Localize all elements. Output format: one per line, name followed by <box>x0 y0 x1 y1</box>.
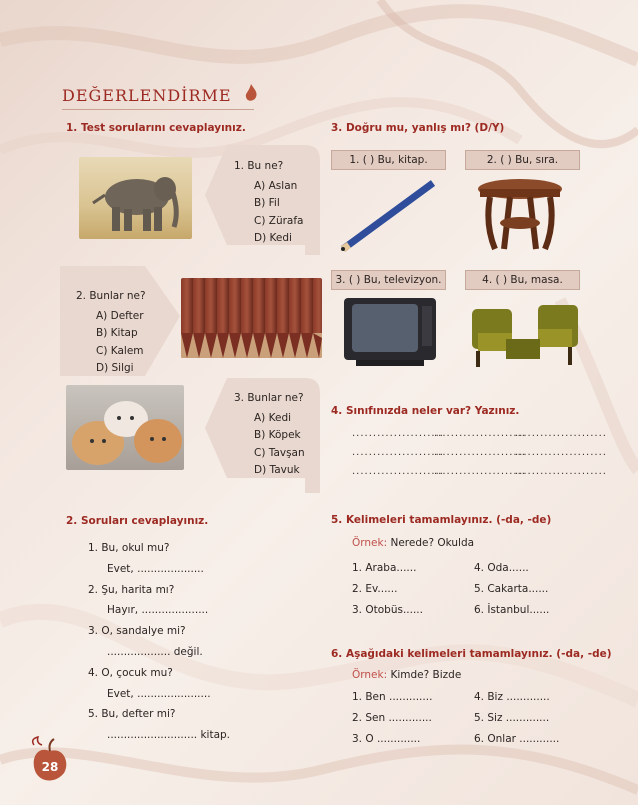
s4-dots-5: ...................... <box>434 447 526 458</box>
section1-title: 1. Test sorularını cevaplayınız. <box>66 122 246 134</box>
s5-item-1: 1. Araba...... <box>352 562 417 574</box>
s4-dots-8: ...................... <box>434 466 526 477</box>
s6-item-3: 3. O ............. <box>352 733 421 745</box>
s3-item-4: 4. ( ) Bu, masa. <box>465 270 580 290</box>
s4-dots-6: ...................... <box>515 447 607 458</box>
s6-left-list <box>352 687 432 750</box>
s3-item-1: 1. ( ) Bu, kitap. <box>331 150 446 170</box>
s3-item-3: 3. ( ) Bu, televizyon. <box>331 270 446 290</box>
section5-title: 5. Kelimeleri tamamlayınız. (-da, -de) <box>331 514 552 526</box>
s6-item-1: 1. Ben ............. <box>352 691 433 703</box>
q1-option-c: C) Zürafa <box>254 214 304 227</box>
q3-option-d: D) Tavuk <box>254 464 300 476</box>
kittens-icon <box>66 385 184 470</box>
s5-example-text: Nerede? Okulda <box>387 537 475 549</box>
s2-line-3: 2. Şu, harita mı? <box>88 583 175 596</box>
section2-title: 2. Soruları cevaplayınız. <box>66 515 209 527</box>
q2-option-b: B) Kitap <box>96 327 138 339</box>
s6-example <box>352 669 461 681</box>
s5-item-5: 5. Cakarta...... <box>474 583 549 595</box>
s2-line-4: Hayır, .................... <box>107 604 209 617</box>
s2-line-10: ........................... kitap. <box>107 729 231 742</box>
s6-item-5: 5. Siz ............. <box>474 712 550 724</box>
q2-question: 2. Bunlar ne? <box>76 290 146 302</box>
s6-example-text: Kimde? Bizde <box>387 669 462 681</box>
q3-option-a: A) Kedi <box>254 411 292 424</box>
s2-line-6: ................... değil. <box>107 645 203 658</box>
page-number: 28 <box>41 760 59 774</box>
s4-dots-9: ...................... <box>515 466 607 477</box>
q3-option-b: B) Köpek <box>254 429 301 441</box>
s2-line-7: 4. O, çocuk mu? <box>88 666 173 679</box>
s5-item-2: 2. Ev...... <box>352 583 398 595</box>
section4-title: 4. Sınıfınızda neler var? Yazınız. <box>331 405 520 417</box>
s5-item-6: 6. İstanbul...... <box>474 604 550 616</box>
q3-question: 3. Bunlar ne? <box>234 392 304 404</box>
q1-option-d: D) Kedi <box>254 232 292 244</box>
q2-block <box>76 288 146 378</box>
q3-option-c: C) Tavşan <box>254 446 305 459</box>
s4-dots-2: ...................... <box>434 428 526 439</box>
q1-block <box>234 158 304 248</box>
section2-list <box>88 538 230 746</box>
section3-title: 3. Doğru mu, yanlış mı? (D/Y) <box>331 122 505 134</box>
q2-option-d: D) Silgi <box>96 362 134 374</box>
elephant-photo <box>79 157 192 239</box>
q3-block <box>234 390 305 480</box>
elephant-icon <box>79 157 192 239</box>
s6-item-4: 4. Biz ............. <box>474 691 550 703</box>
s3-item-2: 2. ( ) Bu, sıra. <box>465 150 580 170</box>
s5-example <box>352 537 474 549</box>
flame-icon <box>244 84 258 102</box>
section6-title: 6. Aşağıdaki kelimeleri tamamlayınız. (-da, -de) <box>331 648 612 660</box>
armchairs-image <box>470 295 580 370</box>
header-rule <box>62 109 254 110</box>
s6-right-list <box>474 687 559 750</box>
page-title-text: DEĞERLENDİRME <box>62 86 232 105</box>
tv-image <box>342 296 438 368</box>
q2-option-a: A) Defter <box>96 309 144 322</box>
s2-line-8: Evet, ...................... <box>107 687 211 700</box>
s6-item-6: 6. Onlar ............ <box>474 733 560 745</box>
s2-line-1: 1. Bu, okul mu? <box>88 542 170 554</box>
s2-line-9: 5. Bu, defter mi? <box>88 708 176 721</box>
s4-dots-3: ...................... <box>515 428 607 439</box>
s4-dots-1: ...................... <box>352 428 444 439</box>
q1-option-a: A) Aslan <box>254 179 298 192</box>
kittens-photo <box>66 385 184 470</box>
s5-example-label: Örnek: <box>352 537 388 549</box>
s5-item-4: 4. Oda...... <box>474 562 529 574</box>
s5-item-3: 3. Otobüs...... <box>352 604 423 616</box>
s6-item-2: 2. Sen ............. <box>352 712 432 724</box>
pencils-photo <box>181 278 322 358</box>
s5-left-list <box>352 558 423 621</box>
pencil-image <box>335 175 440 255</box>
s6-example-label: Örnek: <box>352 669 388 681</box>
pencils-icon <box>181 278 322 358</box>
q2-option-c: C) Kalem <box>96 344 144 357</box>
stool-image <box>470 175 570 255</box>
q1-option-b: B) Fil <box>254 197 280 209</box>
s2-line-5: 3. O, sandalye mi? <box>88 625 186 638</box>
q1-question: 1. Bu ne? <box>234 160 284 172</box>
s5-right-list <box>474 558 549 621</box>
s4-dots-4: ...................... <box>352 447 444 458</box>
s2-line-2: Evet, .................... <box>107 562 204 575</box>
s4-dots-7: ...................... <box>352 466 444 477</box>
